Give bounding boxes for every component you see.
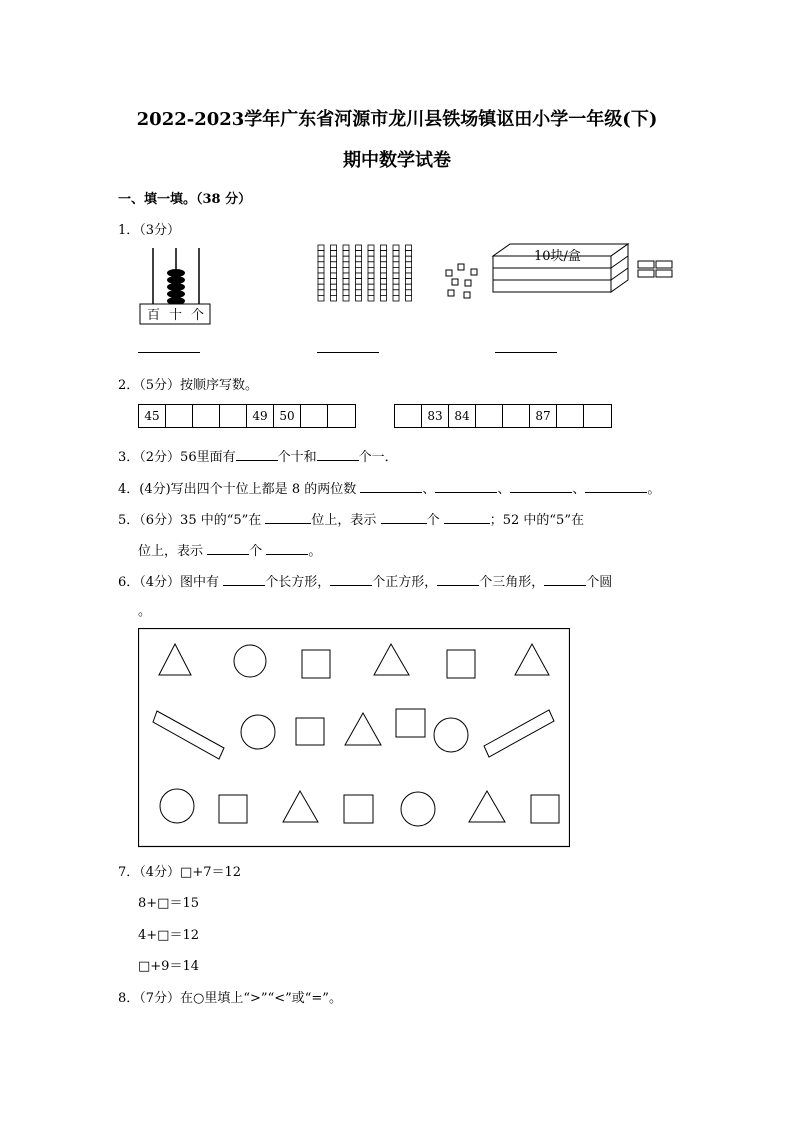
q4-end: 。 — [647, 482, 661, 497]
seq2-cell[interactable] — [395, 405, 422, 427]
small-plates-figure — [638, 261, 672, 277]
seq1-cell[interactable] — [328, 405, 355, 427]
seq2-cell[interactable] — [503, 405, 530, 427]
q6-text-c: 个正方形， — [372, 575, 438, 590]
q5-text-b: 位上，表示 — [311, 513, 377, 528]
seq1-cell: 50 — [274, 405, 301, 427]
section1-heading: 一、填一填。（38 分） — [118, 192, 252, 207]
rod-cube — [393, 262, 399, 268]
q6-line-2: 。 — [138, 604, 152, 619]
q5-blank-3[interactable] — [444, 511, 490, 524]
rod-cube — [318, 290, 324, 296]
q6-text-b: 个长方形， — [265, 575, 331, 590]
rod-cube — [393, 251, 399, 257]
rod-cube — [356, 279, 362, 285]
exam-title-line1: 2022-2023学年广东省河源市龙川县铁场镇讴田小学一年级(下) — [136, 109, 658, 130]
q3-text-b: 个十和 — [277, 450, 317, 465]
rod-cube — [318, 273, 324, 279]
seq2-cell[interactable] — [476, 405, 503, 427]
rod-cube — [356, 245, 362, 251]
rod-cube — [356, 256, 362, 262]
rod-cube — [381, 284, 387, 290]
rod-cube — [318, 262, 324, 268]
rod-cube — [331, 245, 337, 251]
q5-text-e: 位上，表示 — [138, 544, 204, 559]
abacus-label-ones: 个 — [191, 308, 205, 323]
rod-cube — [356, 273, 362, 279]
q4-blank-2[interactable] — [435, 480, 497, 493]
q7-line-4: □+9＝14 — [138, 959, 199, 974]
q7-line-2: 8+□＝15 — [138, 896, 199, 911]
rod-cube — [343, 262, 349, 268]
q5-text-f: 个 — [249, 544, 263, 559]
q5-blank-2[interactable] — [381, 511, 427, 524]
rod-cube — [331, 273, 337, 279]
rod-cube — [368, 290, 374, 296]
seq1-cell[interactable] — [193, 405, 220, 427]
rod-cube — [343, 251, 349, 257]
rod-cube — [406, 295, 412, 301]
rod-cube — [318, 267, 324, 273]
rod-cube — [356, 262, 362, 268]
q4-text: 4．(4分)写出四个十位上都是 8 的两位数 — [118, 482, 357, 497]
q6-blank-triangles[interactable] — [437, 573, 479, 586]
q3-text-a: 3．（2分）56里面有 — [118, 450, 236, 465]
q5-text-c: 个 — [426, 513, 440, 528]
rod-cube — [381, 273, 387, 279]
rod-cube — [393, 245, 399, 251]
rod-cube — [331, 267, 337, 273]
q5-line-1 — [118, 509, 584, 528]
q7-line-1: 7．（4分）□+7＝12 — [118, 865, 242, 880]
q6-line-1 — [118, 571, 612, 590]
rod-cube — [331, 256, 337, 262]
seq1-cell: 49 — [247, 405, 274, 427]
q4-line — [118, 478, 660, 497]
rod-cube — [381, 251, 387, 257]
rod-cube — [343, 284, 349, 290]
rod-cube — [356, 251, 362, 257]
rod-cube — [393, 267, 399, 273]
rod-cube — [406, 245, 412, 251]
rod-cube — [393, 256, 399, 262]
rod-cube — [368, 284, 374, 290]
ten-rods-figure — [318, 245, 412, 301]
q3-text-c: 个一． — [358, 450, 398, 465]
q1-answer-blank-3[interactable] — [495, 351, 557, 353]
rod-cube — [331, 295, 337, 301]
seq2-cell: 83 — [422, 405, 449, 427]
q8-text: 8．（7分）在○里填上“>”“<”或“=”。 — [118, 991, 342, 1006]
rod-cube — [368, 251, 374, 257]
rod-cube — [393, 290, 399, 296]
abacus-label-hundreds: 百 — [147, 308, 161, 323]
q4-blank-3[interactable] — [510, 480, 572, 493]
unit-cubes-figure — [446, 264, 477, 298]
rod-cube — [318, 251, 324, 257]
q2-text: 2．（5分）按顺序写数。 — [118, 378, 259, 393]
q5-blank-4[interactable] — [207, 542, 249, 555]
q7-line-3: 4+□＝12 — [138, 928, 199, 943]
rod-cube — [381, 245, 387, 251]
rod-cube — [393, 295, 399, 301]
q4-blank-4[interactable] — [585, 480, 647, 493]
rod-cube — [406, 251, 412, 257]
rod-cube — [318, 279, 324, 285]
q3-blank-tens[interactable] — [236, 448, 278, 461]
rod-cube — [318, 295, 324, 301]
rod-cube — [381, 295, 387, 301]
q5-line-2 — [138, 540, 321, 559]
rod-cube — [343, 295, 349, 301]
q5-blank-5[interactable] — [266, 542, 308, 555]
rod-cube — [368, 245, 374, 251]
q2-sequence-row-2 — [394, 404, 612, 428]
rod-cube — [368, 279, 374, 285]
seq2-cell[interactable] — [584, 405, 611, 427]
rod-cube — [406, 279, 412, 285]
rod-cube — [331, 262, 337, 268]
exam-title-line2: 期中数学试卷 — [343, 150, 451, 171]
rod-cube — [368, 256, 374, 262]
rod-cube — [318, 284, 324, 290]
rod-cube — [343, 256, 349, 262]
rod-cube — [318, 245, 324, 251]
q1-label: 1．（3分） — [118, 223, 181, 238]
rod-cube — [406, 267, 412, 273]
rod-cube — [406, 284, 412, 290]
rod-cube — [406, 256, 412, 262]
rod-cube — [393, 273, 399, 279]
q5-text-d: ；52 中的“5”在 — [489, 513, 584, 528]
rod-cube — [368, 273, 374, 279]
seq2-cell: 87 — [530, 405, 557, 427]
q4-sep: 、 — [497, 482, 511, 497]
q6-shapes-figure — [138, 628, 570, 848]
q4-blank-1[interactable] — [360, 480, 422, 493]
rod-cube — [356, 267, 362, 273]
rod-cube — [381, 256, 387, 262]
q3-blank-ones[interactable] — [317, 448, 359, 461]
q6-blank-circles[interactable] — [544, 573, 586, 586]
rod-cube — [368, 295, 374, 301]
rod-cube — [318, 256, 324, 262]
q5-blank-1[interactable] — [265, 511, 311, 524]
seq1-cell[interactable] — [301, 405, 328, 427]
q6-text-d: 个三角形， — [479, 575, 545, 590]
q5-text-g: 。 — [308, 544, 322, 559]
rod-cube — [343, 279, 349, 285]
q1-figures — [0, 240, 794, 360]
rod-cube — [356, 284, 362, 290]
rod-cube — [381, 290, 387, 296]
abacus-label-tens: 十 — [169, 308, 183, 323]
rod-cube — [381, 262, 387, 268]
rod-cube — [381, 279, 387, 285]
q5-text-a: 5．（6分）35 中的“5”在 — [118, 513, 262, 528]
rod-cube — [331, 251, 337, 257]
seq1-cell: 45 — [139, 405, 166, 427]
rod-cube — [356, 295, 362, 301]
q2-sequence-row-1 — [138, 404, 356, 428]
rod-cube — [343, 245, 349, 251]
rod-cube — [343, 273, 349, 279]
q4-sep: 、 — [422, 482, 436, 497]
q3-line — [118, 446, 398, 465]
q1-answer-blank-2[interactable] — [317, 351, 379, 353]
rod-cube — [356, 290, 362, 296]
rod-cube — [393, 279, 399, 285]
rod-cube — [331, 284, 337, 290]
q4-sep: 、 — [572, 482, 586, 497]
rod-cube — [368, 267, 374, 273]
rod-cube — [406, 290, 412, 296]
seq2-cell: 84 — [449, 405, 476, 427]
q6-blank-squares[interactable] — [330, 573, 372, 586]
q6-text-a: 6．（4分）图中有 — [118, 575, 220, 590]
seq1-cell[interactable] — [220, 405, 247, 427]
rod-cube — [406, 273, 412, 279]
seq1-cell[interactable] — [166, 405, 193, 427]
rod-cube — [343, 267, 349, 273]
rod-cube — [393, 284, 399, 290]
rod-cube — [406, 262, 412, 268]
q6-blank-rectangles[interactable] — [223, 573, 265, 586]
rod-cube — [331, 290, 337, 296]
seq2-cell[interactable] — [557, 405, 584, 427]
rod-cube — [331, 279, 337, 285]
q6-text-e: 个圆 — [586, 575, 613, 590]
rod-cube — [381, 267, 387, 273]
rod-cube — [343, 290, 349, 296]
box-label: 10块/盒 — [534, 249, 581, 264]
rod-cube — [368, 262, 374, 268]
q1-answer-blank-1[interactable] — [138, 351, 200, 353]
